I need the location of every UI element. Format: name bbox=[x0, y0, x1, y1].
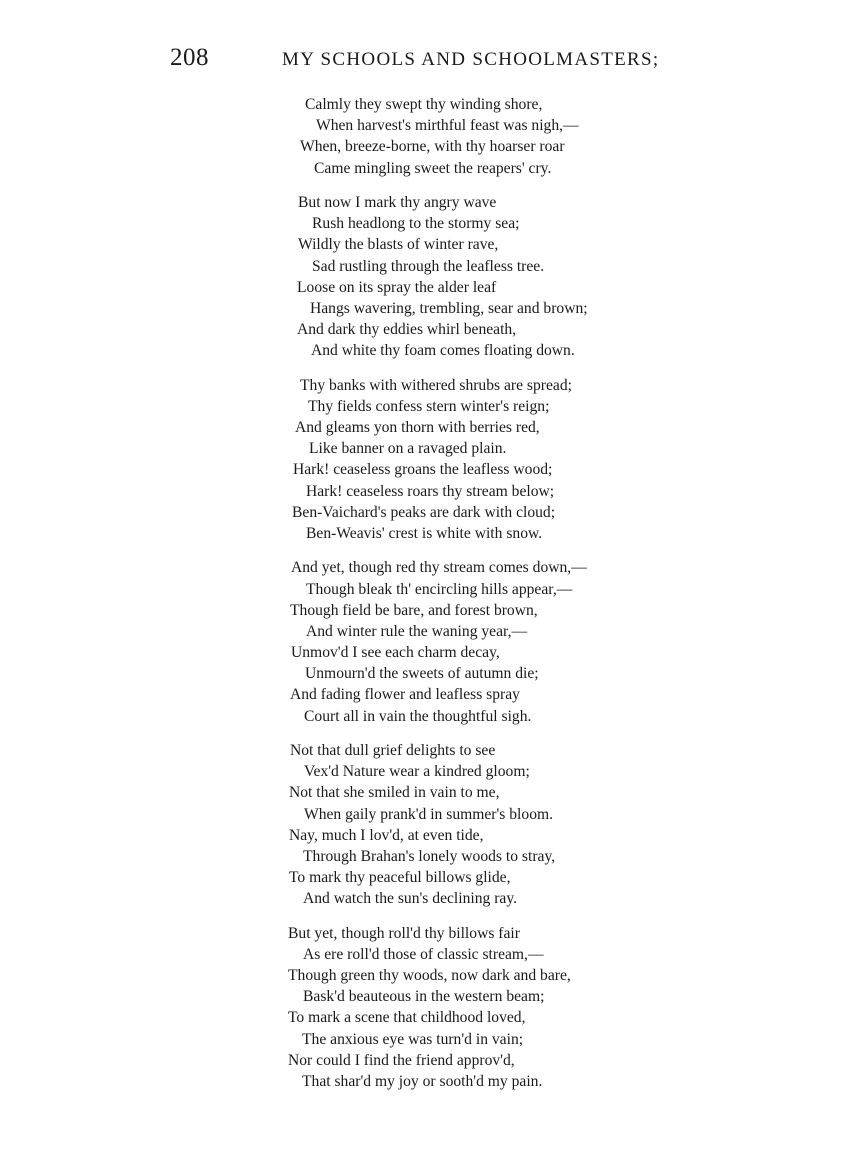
verse-line: Unmourn'd the sweets of autumn die; bbox=[305, 665, 539, 683]
verse-line: When gaily prank'd in summer's bloom. bbox=[304, 805, 554, 823]
verse-line: Calmly they swept thy winding shore, bbox=[305, 96, 543, 113]
page-number: 208 bbox=[170, 44, 209, 71]
verse-line: The anxious eye was turn'd in vain; bbox=[302, 1030, 524, 1048]
verse-line: But now I mark thy angry wave bbox=[298, 193, 497, 211]
verse-line: And yet, though red thy stream comes down,— bbox=[291, 559, 587, 577]
verse-line: To mark a scene that childhood loved, bbox=[288, 1009, 526, 1027]
verse-line: And dark thy eddies whirl beneath, bbox=[297, 321, 517, 339]
verse-line: Nay, much I lov'd, at even tide, bbox=[289, 826, 484, 844]
stanza-5 bbox=[0, 740, 850, 910]
verse-line: Through Brahan's lonely woods to stray, bbox=[303, 847, 556, 865]
verse-line: Rush headlong to the stormy sea; bbox=[312, 215, 520, 233]
verse-line: Vex'd Nature wear a kindred gloom; bbox=[304, 763, 530, 781]
verse-line: Though field be bare, and forest brown, bbox=[290, 601, 538, 619]
verse-line: When, breeze-borne, with thy hoarser roar bbox=[300, 138, 565, 156]
verse-line: Unmov'd I see each charm decay, bbox=[291, 644, 500, 662]
verse-line: Came mingling sweet the reapers' cry. bbox=[314, 159, 552, 177]
stanza-gap bbox=[0, 727, 850, 740]
verse-line: Sad rustling through the leafless tree. bbox=[312, 257, 545, 275]
verse-line: As ere roll'd those of classic stream,— bbox=[303, 945, 544, 963]
verse-line: And watch the sun's declining ray. bbox=[303, 890, 517, 908]
verse-line: But yet, though roll'd thy billows fair bbox=[288, 924, 520, 942]
verse-line: Loose on its spray the alder leaf bbox=[297, 278, 497, 296]
verse-line: Ben-Vaichard's peaks are dark with cloud; bbox=[292, 503, 556, 521]
verse-line: Wildly the blasts of winter rave, bbox=[298, 236, 499, 254]
running-title: MY SCHOOLS AND SCHOOLMASTERS; bbox=[282, 49, 660, 70]
verse-line: Though green thy woods, now dark and bare, bbox=[288, 967, 571, 985]
verse-line: Hark! ceaseless groans the leafless wood; bbox=[293, 461, 553, 479]
verse-line: And gleams yon thorn with berries red, bbox=[295, 419, 540, 436]
verse-line: Hangs wavering, trembling, sear and brown; bbox=[310, 299, 588, 317]
verse-line: Bask'd beauteous in the western beam; bbox=[303, 988, 545, 1006]
stanza-6 bbox=[0, 923, 850, 1093]
verse-line: When harvest's mirthful feast was nigh,— bbox=[316, 117, 579, 135]
verse-line: To mark thy peaceful billows glide, bbox=[289, 869, 511, 887]
verse-line: And fading flower and leafless spray bbox=[290, 686, 520, 704]
stanza-4 bbox=[0, 557, 850, 727]
verse-line: Thy fields confess stern winter's reign; bbox=[308, 397, 550, 415]
verse-line: Like banner on a ravaged plain. bbox=[309, 440, 507, 458]
verse-line: Ben-Weavis' crest is white with snow. bbox=[306, 524, 543, 542]
stanza-3 bbox=[0, 375, 850, 545]
stanza-gap bbox=[0, 544, 850, 557]
poem-body bbox=[0, 94, 850, 1092]
verse-line: And white thy foam comes floating down. bbox=[311, 342, 575, 360]
verse-line: Hark! ceaseless roars thy stream below; bbox=[306, 482, 555, 500]
stanza-gap bbox=[0, 910, 850, 923]
verse-line: Though bleak th' encircling hills appear,— bbox=[306, 580, 573, 598]
verse-line: Thy banks with withered shrubs are spread; bbox=[300, 376, 572, 394]
verse-line: Court all in vain the thoughtful sigh. bbox=[304, 707, 532, 725]
verse-line: And winter rule the waning year,— bbox=[306, 622, 528, 640]
stanza-gap bbox=[0, 361, 850, 374]
stanza-2 bbox=[0, 192, 850, 362]
verse-line: Not that dull grief delights to see bbox=[290, 742, 496, 759]
verse-line: That shar'd my joy or sooth'd my pain. bbox=[302, 1073, 543, 1090]
stanza-1 bbox=[0, 94, 850, 179]
verse-line: Nor could I find the friend approv'd, bbox=[288, 1051, 515, 1069]
stanza-gap bbox=[0, 179, 850, 192]
verse-line: Not that she smiled in vain to me, bbox=[289, 784, 500, 802]
